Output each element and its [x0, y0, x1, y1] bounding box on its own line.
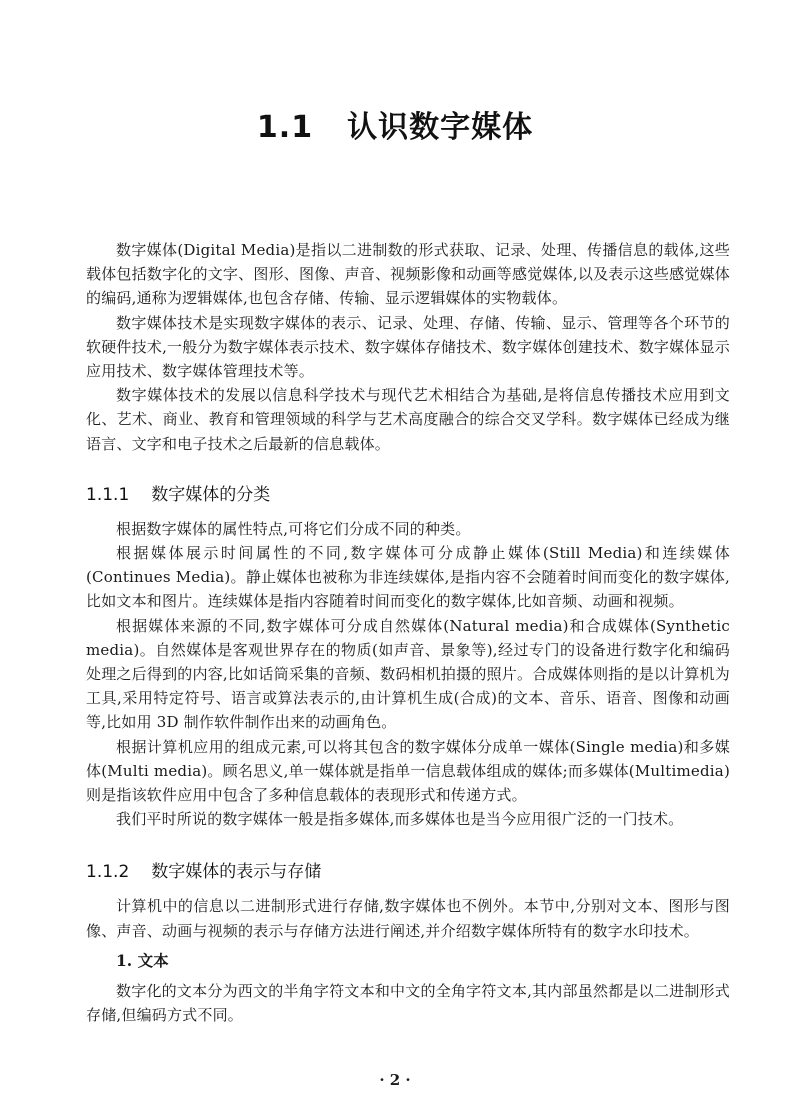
section-number: 1.1.2	[86, 862, 130, 883]
page-number: · 2 ·	[379, 1071, 411, 1089]
section-heading-classification	[86, 480, 730, 505]
section-title: 数字媒体的表示与存储	[151, 862, 322, 883]
section-paragraph: 根据计算机应用的组成元素,可以将其包含的数字媒体分成单一媒体(Single media)和多媒体(Multi media)。顾名思义,单一媒体就是指单一信息载体组成的媒体;而多媒体(Multimedia)则是指该软件应用中包含了多种信息载体的表现形式和传递方式。	[86, 737, 730, 805]
section-paragraph: 根据数字媒体的属性特点,可将它们分成不同的种类。	[116, 519, 471, 538]
chapter-title-text: 认识数字媒体	[347, 110, 534, 145]
sub-paragraph: 数字化的文本分为西文的半角字符文本和中文的全角字符文本,其内部虽然都是以二进制形式存储,但编码方式不同。	[86, 981, 730, 1025]
section-paragraph: 计算机中的信息以二进制形式进行存储,数字媒体也不例外。本节中,分别对文本、图形与图像、声音、动画与视频的表示与存储方法进行阐述,并介绍数字媒体所特有的数字水印技术。	[86, 897, 730, 940]
subheading-text: 1. 文本	[116, 950, 169, 970]
section-heading-representation-storage	[86, 857, 730, 882]
section-paragraph: 根据媒体来源的不同,数字媒体可分成自然媒体(Natural media)和合成媒体(Synthetic media)。自然媒体是客观世界存在的物质(如声音、景象等),经过专门的设备进行数字化和编码处理之后得到的内容,比如话筒采集的音频、数码相机拍摄的照片。合成媒体则指的是以计算机为工具,采用特定符号、语言或算法表示的,由计算机生成(合成)的文本、音乐、语音、图像和动画等,比如用 3D 制作软件制作出来的动画角色。	[86, 616, 730, 732]
section-paragraph: 根据媒体展示时间属性的不同,数字媒体可分成静止媒体(Still Media)和连续媒体(Continues Media)。静止媒体也被称为非连续媒体,是指内容不会随着时间而变化的数字媒体,比如文本和图片。连续媒体是指内容随着时间而变化的数字媒体,比如音频、动画和视频。	[86, 544, 730, 611]
chapter-title	[0, 102, 790, 146]
section-title: 数字媒体的分类	[151, 484, 271, 505]
section-number: 1.1.1	[86, 484, 130, 505]
intro-paragraph: 数字媒体技术是实现数字媒体的表示、记录、处理、存储、传输、显示、管理等各个环节的软硬件技术,一般分为数字媒体表示技术、数字媒体存储技术、数字媒体创建技术、数字媒体显示应用技术、数字媒体管理技术等。	[86, 313, 730, 381]
chapter-number: 1.1	[256, 110, 314, 145]
intro-paragraph: 数字媒体(Digital Media)是指以二进制数的形式获取、记录、处理、传播信息的载体,这些载体包括数字化的文字、图形、图像、声音、视频影像和动画等感觉媒体,以及表示这些感觉媒体的编码,通称为逻辑媒体,也包含存储、传输、显示逻辑媒体的实物载体。	[86, 241, 730, 308]
page-content	[86, 238, 730, 1027]
section-paragraph: 我们平时所说的数字媒体一般是指多媒体,而多媒体也是当今应用很广泛的一门技术。	[116, 810, 684, 829]
intro-paragraph: 数字媒体技术的发展以信息科学技术与现代艺术相结合为基础,是将信息传播技术应用到文化、艺术、商业、教育和管理领域的科学与艺术高度融合的综合交叉学科。数字媒体已经成为继语言、文字和电子技术之后最新的信息载体。	[86, 386, 730, 453]
